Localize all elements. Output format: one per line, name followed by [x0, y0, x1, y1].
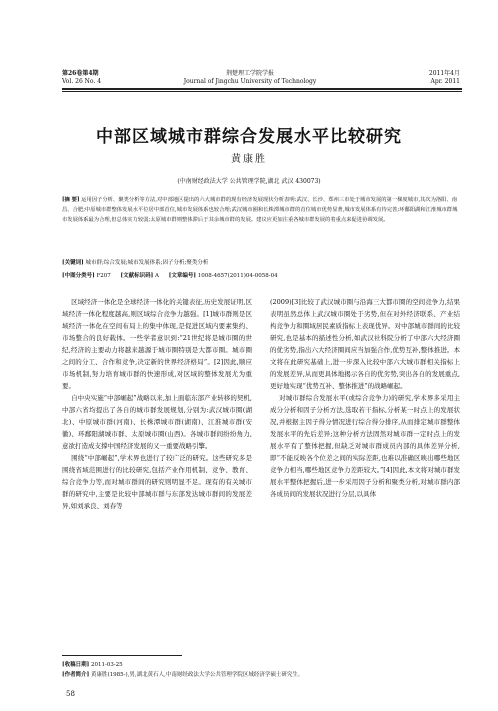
abstract-text: 运用因子分析、聚类分析等方法,对中部地区提出的六大城市群的现有经济发展现状分析表明:武汉、长沙、郑州三市处于城市发展的第一梯度城市,其次为洛阳、南昌、合肥;中原城市群整体发展水平位居中部首位,城市发展体系也较合理;武汉城市圈和长株潭城市群的首位城市优势显著,城市发展体系有待完善;环鄱阳湖和江淮城市群城市发展体系最为合理,但总体实力较弱;太原城市群则整体滞后于其余城市群的发展。建议应更加注重各城市群发展的着重点来促进协调发展。 [62, 197, 458, 223]
received-label: [收稿日期] [62, 662, 90, 668]
date-cn: 2011年4月 [428, 70, 460, 77]
body-left-column [62, 296, 252, 512]
volume-en: Vol. 26 No. 4 [62, 78, 102, 85]
article-title: 中部区域城市群综合发展水平比较研究 [96, 127, 402, 147]
footnote [62, 660, 460, 680]
article-no-value: 1008-4657(2011)04-0058-04 [197, 273, 278, 279]
classification [62, 271, 460, 279]
keywords-text: 城市群;综合发展;城市发展体系;因子分析;聚类分析 [85, 260, 209, 266]
received-date [62, 660, 460, 670]
abstract-label: [摘 要] [62, 197, 80, 203]
author-bio [62, 670, 460, 680]
doc-code-value: A [155, 273, 159, 279]
date-en: Apr. 2011 [430, 78, 460, 85]
body-paragraph: 自中央实施“中部崛起”战略以来,加上面临东部产业转移的契机,中部六省均提出了各自的城市群发展规划,分别为:武汉城市圈(湖北)、中原城市群(河南)、长株潭城市群(湖南)、江淮城市群(安徽)、环鄱阳湖城市群、太原城市圈(山西)。各城市群间纷纷角力,意欲打造成支撑中国经济发展的又一重要战略引擎。 [62, 394, 252, 450]
author-bio-text: 黄康胜(1985-),男,湖北黄石人,中南财经政法大学公共管理学院区域经济学硕士研究生。 [90, 672, 304, 678]
header-rule-thin [62, 91, 462, 92]
clc-value: F207 [96, 273, 111, 279]
article-no-label: [文章编号] [168, 273, 196, 279]
doc-code-label: [文献标识码] [120, 273, 154, 279]
footnote-rule [62, 655, 182, 656]
clc-label: [中图分类号] [62, 273, 95, 279]
body-paragraph: 围绕“中部崛起”,学术界也进行了较广泛的研究。这些研究多是围绕省域范围进行的比较研究,包括产业作用机制、竞争、教育、综合竞争力等,而对城市群间的研究则明显不足。现有的有关城市群的研究中,主要是比较中部城市群与东部发达城市群间的发展差异,如刘承良、刘春等 [62, 454, 252, 510]
author-affiliation: (中南财经政法大学 公共管理学院,湖北 武汉 430073) [177, 178, 321, 185]
author-bio-label: [作者简介] [62, 672, 90, 678]
abstract [62, 195, 460, 225]
article-author: 黄康胜 [231, 154, 267, 165]
journal-cn: 荆楚理工学院学报 [225, 70, 274, 77]
issue-date [400, 70, 460, 86]
body-paragraph: 对城市群综合发展水平(或综合竞争力)的研究,学术界多采用主成分分析和因子分析方法,选取若干指标,分析某一时点上的发展状况,并根据主因子得分情况进行综合得分排序,从而排定城市群整体发展水平的先后差异;这种分析方法固然对城市群一定时点上的发展水平有了整体把握,但缺乏对城市群成员内部的具体差异分析,即“不能反映各个位差之间的实际差距,也难以准确区映出哪些地区竞争力相当,哪些地区竞争力差距较大。”[4]因此,本文将对城市群发展水平整体把握后,进一步采用因子分析和聚类分析,对城市群内部各成员间的发展状况进行分层,以具体 [270, 394, 460, 498]
header-rule [62, 88, 462, 90]
body-paragraph: 区域经济一体化是全球经济一体化的关键表征,历史发展证明,区域经济一体化程度越高,则区域综合竞争力越强。[1]城市群则是区域经济一体化在空间布局上的集中体现,是促进区域内要素集约、市场整合的良好载体。一些学者意识到:“21世纪将是城市圈的世纪,经济的主要动力将越来越源于城市圈特别是大都市圈。城市圈之间的分工、合作和竞争,决定新的世界经济格局”。[2]因此,顺应市场机制,努力培育城市群的快速形成,对区域的整体发展尤为重要。 [62, 298, 252, 390]
body-paragraph: (2009)[3]比较了武汉城市圈与沿海三大都市圈的空间竞争力,结果表明虽然总体上武汉城市圈处于劣势,但在对外经济联系、产业结构竞争力和圈域居民素质指标上表现优异。对中部城市群间的比较研究,也是基本的描述性分析,如武汉社科院分析了中部六大经济圈的优劣势,指出六大经济圈间应当加强合作,优势互补,整体推进。本文将在此研究基础上,进一步深入比较中部六大城市群相关指标上的发展差异,从而更具体地揭示各自的优劣势,突出各自的发展重点,更好地实现“优势互补、整体推进”的战略崛起。 [270, 298, 460, 390]
journal-name [120, 70, 380, 86]
journal-en: Journal of Jingchu University of Technology [183, 78, 317, 85]
body-right-column [270, 296, 460, 500]
keywords [62, 258, 460, 266]
volume-info [62, 70, 101, 86]
keywords-label: [关键词] [62, 260, 84, 266]
received-value: 2011-03-25 [90, 662, 123, 668]
page-number: 58 [66, 690, 75, 698]
volume-cn: 第26卷第4期 [62, 70, 99, 77]
